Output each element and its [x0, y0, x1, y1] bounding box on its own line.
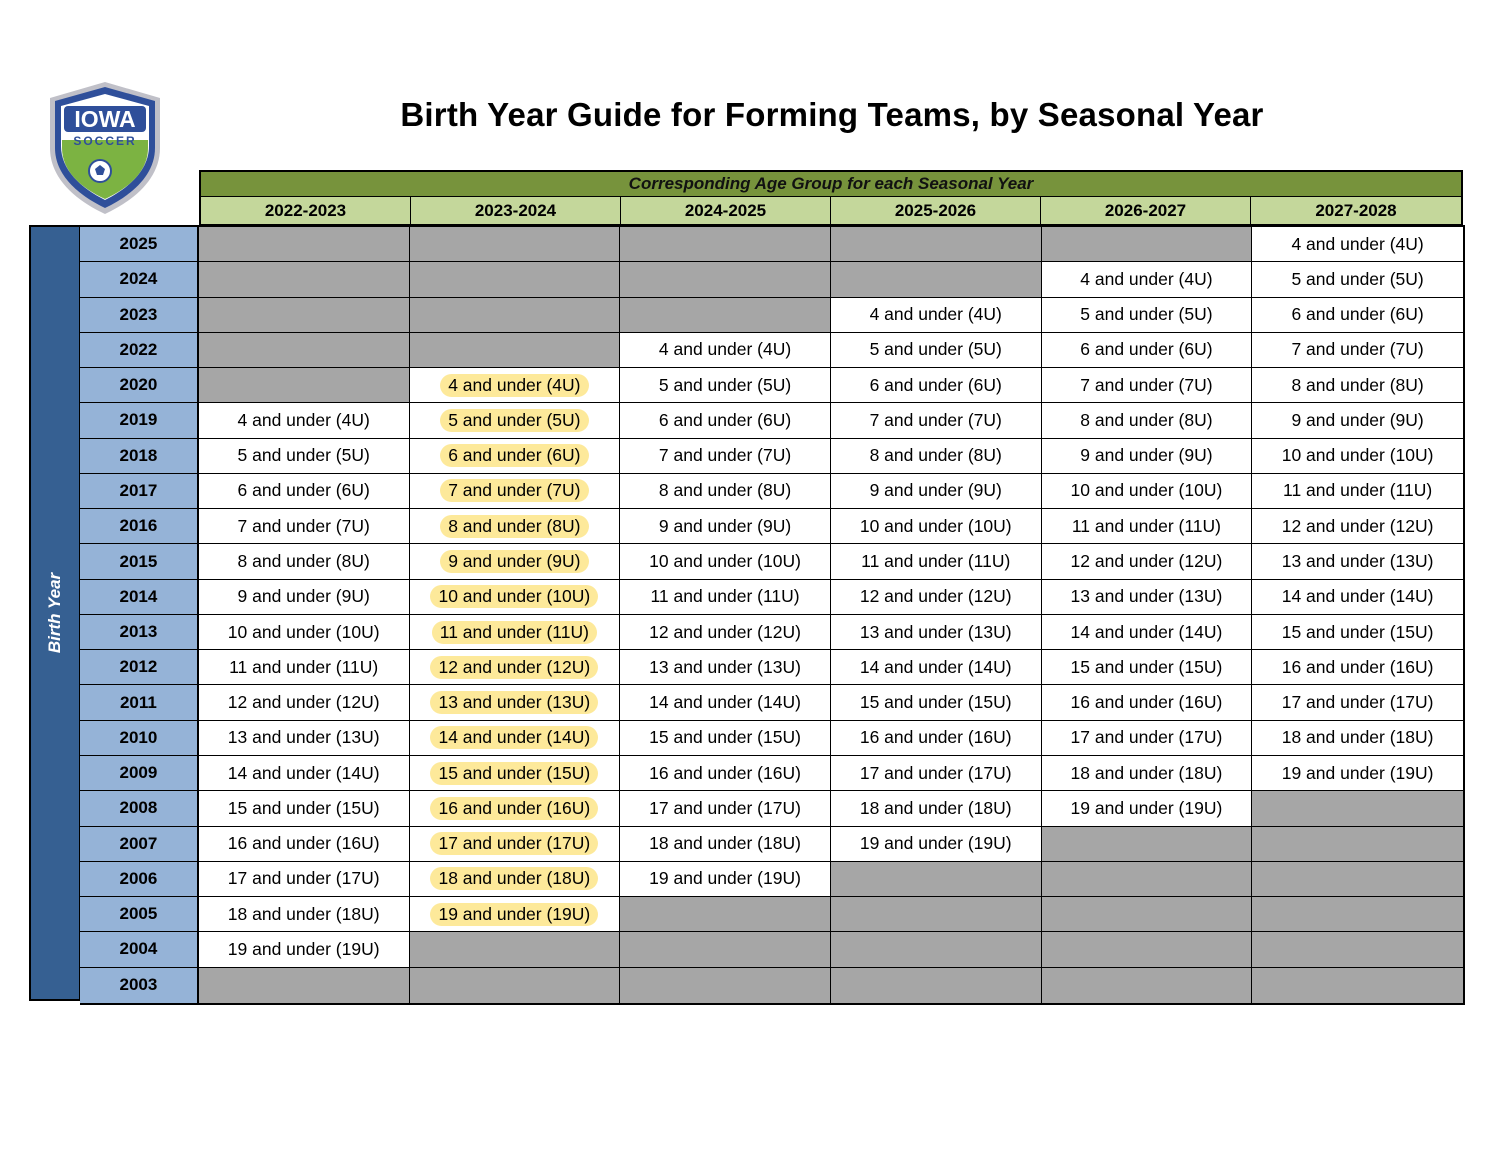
birth-year-cell: 2023 — [80, 298, 199, 332]
age-group-cell: 10 and under (10U) — [1042, 474, 1253, 508]
birth-year-cell: 2008 — [80, 791, 199, 825]
age-group-cell: 4 and under (4U) — [199, 403, 410, 437]
age-group-cell: 14 and under (14U) — [1281, 586, 1434, 607]
age-group-cell — [410, 403, 621, 437]
empty-cell — [410, 932, 621, 966]
age-group-cell — [410, 721, 621, 755]
season-header: 2025-2026 — [831, 197, 1041, 224]
age-group-cell: 16 and under (16U) — [831, 721, 1042, 755]
birth-year-cell: 2005 — [80, 897, 199, 931]
age-group-cell: 10 and under (10U) — [831, 509, 1042, 543]
age-group-cell: 10 and under (10U) — [199, 615, 410, 649]
table-row — [80, 721, 1463, 756]
age-group-cell: 10 and under (10U) — [620, 544, 831, 578]
season-header: 2027-2028 — [1251, 197, 1461, 224]
age-group-cell: 7 and under (7U) — [620, 439, 831, 473]
empty-cell — [199, 968, 410, 1003]
age-group-cell: 8 and under (8U) — [620, 474, 831, 508]
birth-year-cell: 2016 — [80, 509, 199, 543]
highlighted-age-group: 14 and under (14U) — [430, 726, 598, 749]
age-group-cell: 12 and under (12U) — [831, 580, 1042, 614]
age-group-cell — [410, 580, 621, 614]
age-group-cell: 14 and under (14U) — [620, 685, 831, 719]
age-group-cell: 7 and under (7U) — [199, 509, 410, 543]
age-group-cell: 18 and under (18U) — [199, 897, 410, 931]
age-group-cell: 16 and under (16U) — [199, 827, 410, 861]
highlighted-age-group: 13 and under (13U) — [430, 691, 598, 714]
age-group-cell: 19 and under (19U) — [620, 862, 831, 896]
age-group-cell: 17 and under (17U) — [620, 791, 831, 825]
age-group-cell: 10 and under (10U) — [1281, 445, 1434, 466]
age-group-cell: 4 and under (4U) — [1291, 233, 1424, 254]
age-group-cell: 6 and under (6U) — [1291, 304, 1424, 325]
empty-cell — [410, 262, 621, 296]
highlighted-age-group: 7 and under (7U) — [440, 479, 588, 502]
table-row — [80, 298, 1463, 333]
empty-cell — [620, 968, 831, 1003]
birth-year-cell: 2018 — [80, 439, 199, 473]
table-row — [80, 756, 1463, 791]
empty-cell — [1042, 227, 1253, 261]
empty-cell — [1252, 897, 1463, 931]
birth-year-side-label — [29, 225, 80, 1001]
empty-cell — [199, 368, 410, 402]
birth-year-table — [80, 225, 1465, 1005]
age-group-cell — [410, 439, 621, 473]
age-group-cell: 15 and under (15U) — [620, 721, 831, 755]
empty-cell — [831, 227, 1042, 261]
birth-year-cell: 2004 — [80, 932, 199, 966]
age-group-cell: 7 and under (7U) — [831, 403, 1042, 437]
table-row — [80, 615, 1463, 650]
birth-year-cell: 2017 — [80, 474, 199, 508]
birth-year-cell: 2014 — [80, 580, 199, 614]
empty-cell — [199, 262, 410, 296]
table-row — [80, 368, 1463, 403]
iowa-soccer-logo — [40, 78, 170, 218]
age-group-cell — [410, 827, 621, 861]
age-group-cell: 17 and under (17U) — [1042, 721, 1253, 755]
logo-word-bottom: SOCCER — [73, 134, 137, 148]
empty-cell — [1252, 932, 1463, 966]
age-group-cell: 4 and under (4U) — [831, 298, 1042, 332]
highlighted-age-group: 19 and under (19U) — [430, 903, 598, 926]
empty-cell — [620, 298, 831, 332]
age-group-cell — [410, 615, 621, 649]
empty-cell — [1042, 827, 1253, 861]
age-group-cell: 17 and under (17U) — [831, 756, 1042, 790]
empty-cell — [620, 897, 831, 931]
highlighted-age-group: 4 and under (4U) — [440, 374, 588, 397]
highlighted-age-group: 5 and under (5U) — [440, 409, 588, 432]
age-group-cell: 5 and under (5U) — [199, 439, 410, 473]
side-label-text: Birth Year — [45, 572, 64, 654]
age-group-cell: 19 and under (19U) — [1042, 791, 1253, 825]
empty-cell — [1252, 862, 1463, 896]
table-row — [80, 262, 1463, 297]
age-group-cell: 12 and under (12U) — [1042, 544, 1253, 578]
table-row — [80, 862, 1463, 897]
age-group-cell — [410, 862, 621, 896]
age-group-cell: 16 and under (16U) — [1281, 656, 1434, 677]
table-row — [80, 403, 1463, 438]
age-group-cell: 18 and under (18U) — [1281, 727, 1434, 748]
table-row — [80, 968, 1463, 1003]
season-header: 2026-2027 — [1041, 197, 1251, 224]
highlighted-age-group: 18 and under (18U) — [430, 867, 598, 890]
empty-cell — [831, 932, 1042, 966]
table-row — [80, 827, 1463, 862]
age-group-cell: 8 and under (8U) — [1291, 374, 1424, 395]
age-group-cell: 18 and under (18U) — [620, 827, 831, 861]
table-row — [80, 544, 1463, 579]
highlighted-age-group: 8 and under (8U) — [440, 515, 588, 538]
age-group-cell: 12 and under (12U) — [1281, 515, 1434, 536]
age-group-cell: 17 and under (17U) — [199, 862, 410, 896]
age-group-cell: 15 and under (15U) — [1042, 650, 1253, 684]
age-group-cell — [410, 368, 621, 402]
age-group-cell — [410, 756, 621, 790]
age-group-cell: 5 and under (5U) — [620, 368, 831, 402]
empty-cell — [831, 897, 1042, 931]
age-group-cell: 16 and under (16U) — [620, 756, 831, 790]
age-group-cell: 8 and under (8U) — [1042, 403, 1253, 437]
age-group-cell — [410, 544, 621, 578]
empty-cell — [199, 333, 410, 367]
birth-year-cell: 2015 — [80, 544, 199, 578]
birth-year-cell: 2011 — [80, 685, 199, 719]
age-group-cell: 14 and under (14U) — [1042, 615, 1253, 649]
age-group-cell: 15 and under (15U) — [199, 791, 410, 825]
age-group-cell — [410, 685, 621, 719]
age-group-cell: 19 and under (19U) — [1281, 762, 1434, 783]
age-group-cell: 11 and under (11U) — [1283, 480, 1433, 501]
table-row — [80, 791, 1463, 826]
age-group-cell: 15 and under (15U) — [1281, 621, 1434, 642]
highlighted-age-group: 6 and under (6U) — [440, 444, 588, 467]
birth-year-cell: 2022 — [80, 333, 199, 367]
birth-year-cell: 2006 — [80, 862, 199, 896]
age-group-cell: 4 and under (4U) — [1042, 262, 1253, 296]
age-group-cell: 6 and under (6U) — [199, 474, 410, 508]
age-group-banner: Corresponding Age Group for each Seasonal Year — [199, 170, 1463, 197]
empty-cell — [620, 227, 831, 261]
age-group-cell: 9 and under (9U) — [1042, 439, 1253, 473]
age-group-cell: 8 and under (8U) — [831, 439, 1042, 473]
empty-cell — [620, 932, 831, 966]
birth-year-cell: 2013 — [80, 615, 199, 649]
age-group-cell: 6 and under (6U) — [1042, 333, 1253, 367]
age-group-cell: 9 and under (9U) — [199, 580, 410, 614]
empty-cell — [1042, 897, 1253, 931]
age-group-cell: 7 and under (7U) — [1291, 339, 1424, 360]
age-group-cell: 13 and under (13U) — [1281, 551, 1434, 572]
empty-cell — [1252, 791, 1463, 825]
age-group-cell: 9 and under (9U) — [1291, 409, 1424, 430]
birth-year-cell: 2003 — [80, 968, 199, 1003]
age-group-cell — [410, 474, 621, 508]
highlighted-age-group: 11 and under (11U) — [432, 621, 597, 644]
age-group-cell: 19 and under (19U) — [831, 827, 1042, 861]
age-group-cell: 4 and under (4U) — [620, 333, 831, 367]
age-group-cell: 13 and under (13U) — [620, 650, 831, 684]
age-group-cell — [410, 897, 621, 931]
age-group-cell: 13 and under (13U) — [1042, 580, 1253, 614]
empty-cell — [831, 968, 1042, 1003]
age-group-cell: 19 and under (19U) — [199, 932, 410, 966]
age-group-cell — [410, 509, 621, 543]
table-row — [80, 227, 1463, 262]
season-header: 2023-2024 — [411, 197, 621, 224]
empty-cell — [831, 862, 1042, 896]
age-group-cell: 8 and under (8U) — [199, 544, 410, 578]
empty-cell — [410, 298, 621, 332]
highlighted-age-group: 16 and under (16U) — [430, 797, 598, 820]
empty-cell — [1042, 932, 1253, 966]
highlighted-age-group: 10 and under (10U) — [430, 585, 598, 608]
empty-cell — [410, 333, 621, 367]
empty-cell — [199, 227, 410, 261]
birth-year-cell: 2010 — [80, 721, 199, 755]
age-group-cell: 13 and under (13U) — [831, 615, 1042, 649]
empty-cell — [1252, 968, 1463, 1003]
age-group-cell: 5 and under (5U) — [1291, 268, 1424, 289]
season-header: 2022-2023 — [201, 197, 411, 224]
table-row — [80, 474, 1463, 509]
empty-cell — [620, 262, 831, 296]
age-group-cell: 11 and under (11U) — [620, 580, 831, 614]
age-group-cell: 17 and under (17U) — [1281, 692, 1434, 713]
age-group-cell: 12 and under (12U) — [199, 685, 410, 719]
age-group-cell: 7 and under (7U) — [1042, 368, 1253, 402]
age-group-cell: 14 and under (14U) — [831, 650, 1042, 684]
highlighted-age-group: 15 and under (15U) — [430, 762, 598, 785]
table-row — [80, 580, 1463, 615]
birth-year-cell: 2009 — [80, 756, 199, 790]
table-row — [80, 685, 1463, 720]
table-row — [80, 897, 1463, 932]
highlighted-age-group: 17 and under (17U) — [430, 832, 598, 855]
highlighted-age-group: 12 and under (12U) — [430, 656, 598, 679]
age-group-cell: 5 and under (5U) — [831, 333, 1042, 367]
empty-cell — [199, 298, 410, 332]
table-row — [80, 932, 1463, 967]
age-group-cell — [410, 791, 621, 825]
age-group-cell — [410, 650, 621, 684]
birth-year-cell: 2012 — [80, 650, 199, 684]
age-group-cell: 15 and under (15U) — [831, 685, 1042, 719]
age-group-cell: 16 and under (16U) — [1042, 685, 1253, 719]
age-group-cell: 6 and under (6U) — [831, 368, 1042, 402]
page-title: Birth Year Guide for Forming Teams, by Seasonal Year — [400, 96, 1264, 133]
age-group-cell: 13 and under (13U) — [199, 721, 410, 755]
empty-cell — [1252, 827, 1463, 861]
age-group-cell: 14 and under (14U) — [199, 756, 410, 790]
empty-cell — [410, 968, 621, 1003]
age-group-cell: 18 and under (18U) — [831, 791, 1042, 825]
highlighted-age-group: 9 and under (9U) — [440, 550, 588, 573]
age-group-cell: 9 and under (9U) — [831, 474, 1042, 508]
empty-cell — [831, 262, 1042, 296]
table-row — [80, 650, 1463, 685]
table-row — [80, 439, 1463, 474]
age-group-cell: 6 and under (6U) — [620, 403, 831, 437]
table-row — [80, 509, 1463, 544]
age-group-cell: 5 and under (5U) — [1042, 298, 1253, 332]
empty-cell — [1042, 862, 1253, 896]
age-group-cell: 11 and under (11U) — [199, 650, 410, 684]
age-group-cell: 11 and under (11U) — [1042, 509, 1253, 543]
logo-word-top: IOWA — [74, 106, 136, 132]
age-group-cell: 11 and under (11U) — [831, 544, 1042, 578]
birth-year-cell: 2024 — [80, 262, 199, 296]
age-group-cell: 18 and under (18U) — [1042, 756, 1253, 790]
season-header-row — [199, 197, 1463, 225]
birth-year-cell: 2007 — [80, 827, 199, 861]
birth-year-cell: 2019 — [80, 403, 199, 437]
age-group-cell: 12 and under (12U) — [620, 615, 831, 649]
birth-year-cell: 2020 — [80, 368, 199, 402]
table-row — [80, 333, 1463, 368]
season-header: 2024-2025 — [621, 197, 831, 224]
empty-cell — [410, 227, 621, 261]
birth-year-cell: 2025 — [80, 227, 199, 261]
empty-cell — [1042, 968, 1253, 1003]
age-group-cell: 9 and under (9U) — [620, 509, 831, 543]
